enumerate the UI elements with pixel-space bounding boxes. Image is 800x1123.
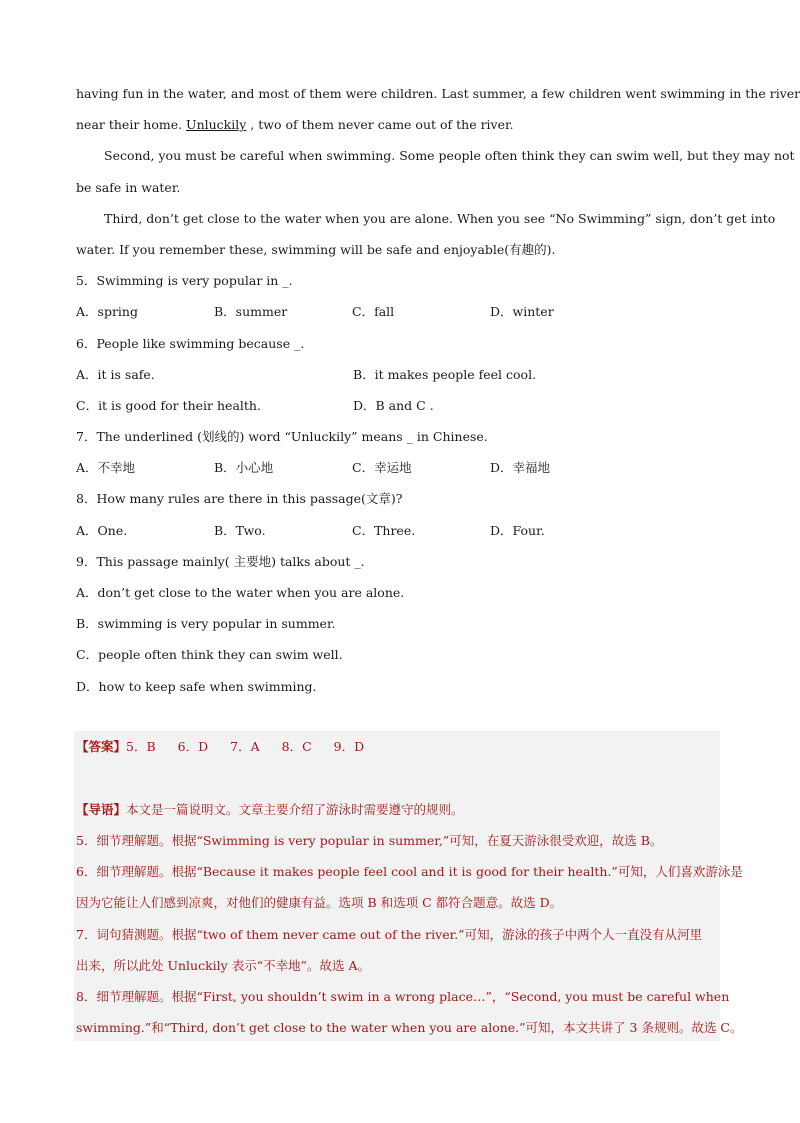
option-a: A．One.: [76, 522, 128, 538]
question-options: [76, 515, 718, 546]
question-options: [76, 390, 718, 421]
guide-line: 【导语】本文是一篇说明文。文章主要介绍了游泳时需要遵守的规则。: [76, 802, 464, 817]
option-a: A．spring: [76, 304, 138, 320]
question-stem: 8．How many rules are there in this passage(文章)?: [76, 491, 403, 507]
option-b: B．it makes people feel cool.: [353, 366, 537, 382]
explanation-line: 出来，所以此处 Unluckily 表示“不幸地”。故选 A。: [76, 958, 370, 973]
passage-line: Third, don’t get close to the water when you are alone. When you see “No Swimming” sign, don’t get into: [104, 210, 776, 226]
option-d: D．how to keep safe when swimming.: [76, 678, 317, 694]
option-a: A．不幸地: [76, 460, 136, 476]
explanation-line: 5．细节理解题。根据“Swimming is very popular in summer,”可知，在夏天游泳很受欢迎，故选 B。: [76, 833, 663, 848]
question-stem: 9．This passage mainly( 主要地) talks about _.: [76, 553, 365, 569]
passage-line: Second, you must be careful when swimming. Some people often think they can swim well, but they may not: [104, 148, 795, 164]
guide-label: 【导语】: [76, 802, 127, 817]
question-options: [76, 296, 718, 327]
option-b: B．小心地: [214, 460, 274, 476]
question-stem: 7．The underlined (划线的) word “Unluckily” means _ in Chinese.: [76, 429, 488, 445]
answer-line: 【答案】5．B 6．D 7．A 8．C 9．D: [76, 739, 365, 754]
option-a: A．don’t get close to the water when you are alone.: [76, 585, 405, 600]
underlined-word: Unluckily: [186, 117, 247, 133]
option-b: B．swimming is very popular in summer.: [76, 616, 336, 632]
option-c: C．Three.: [352, 522, 416, 538]
option-c: C．幸运地: [352, 460, 412, 476]
question-stem: 6．People like swimming because _.: [76, 335, 305, 351]
option-a: A．it is safe.: [76, 366, 155, 382]
explanation-line: swimming.”和“Third, don’t get close to the water when you are alone.”可知，本文共讲了 3 条规则。故选 C。: [76, 1020, 743, 1035]
passage-line: near their home. Unluckily , two of them never came out of the river.: [76, 117, 514, 133]
question-options: [76, 452, 718, 483]
option-c: C．people often think they can swim well.: [76, 647, 343, 663]
question-options: [76, 359, 718, 390]
answer-label: 【答案】: [76, 739, 127, 754]
passage-line: water. If you remember these, swimming will be safe and enjoyable(有趣的).: [76, 241, 556, 257]
option-d: D．winter: [490, 304, 554, 320]
option-d: D．Four.: [490, 522, 545, 538]
explanation-line: 因为它能让人们感到凉爽，对他们的健康有益。选项 B 和选项 C 都符合题意。故选 D。: [76, 895, 563, 910]
explanation-line: 8．细节理解题。根据“First, you shouldn’t swim in a wrong place…”，“Second, you must be careful when: [76, 989, 730, 1004]
option-c: C．it is good for their health.: [76, 397, 261, 413]
option-d: D．幸福地: [490, 460, 551, 476]
option-d: D．B and C .: [353, 397, 434, 413]
passage-line: having fun in the water, and most of them were children. Last summer, a few children went swimming in the river: [76, 86, 800, 101]
question-stem: 5．Swimming is very popular in _.: [76, 273, 293, 289]
option-b: B．summer: [214, 304, 288, 320]
document-page: [76, 78, 800, 702]
option-b: B．Two.: [214, 522, 266, 538]
option-c: C．fall: [352, 304, 395, 320]
explanation-line: 7．词句猜测题。根据“two of them never came out of the river.”可知，游泳的孩子中两个人一直没有从河里: [76, 927, 703, 942]
explanation-line: 6．细节理解题。根据“Because it makes people feel cool and it is good for their health.”可知，人们喜欢游泳是: [76, 864, 743, 879]
passage-line: be safe in water.: [76, 179, 181, 195]
